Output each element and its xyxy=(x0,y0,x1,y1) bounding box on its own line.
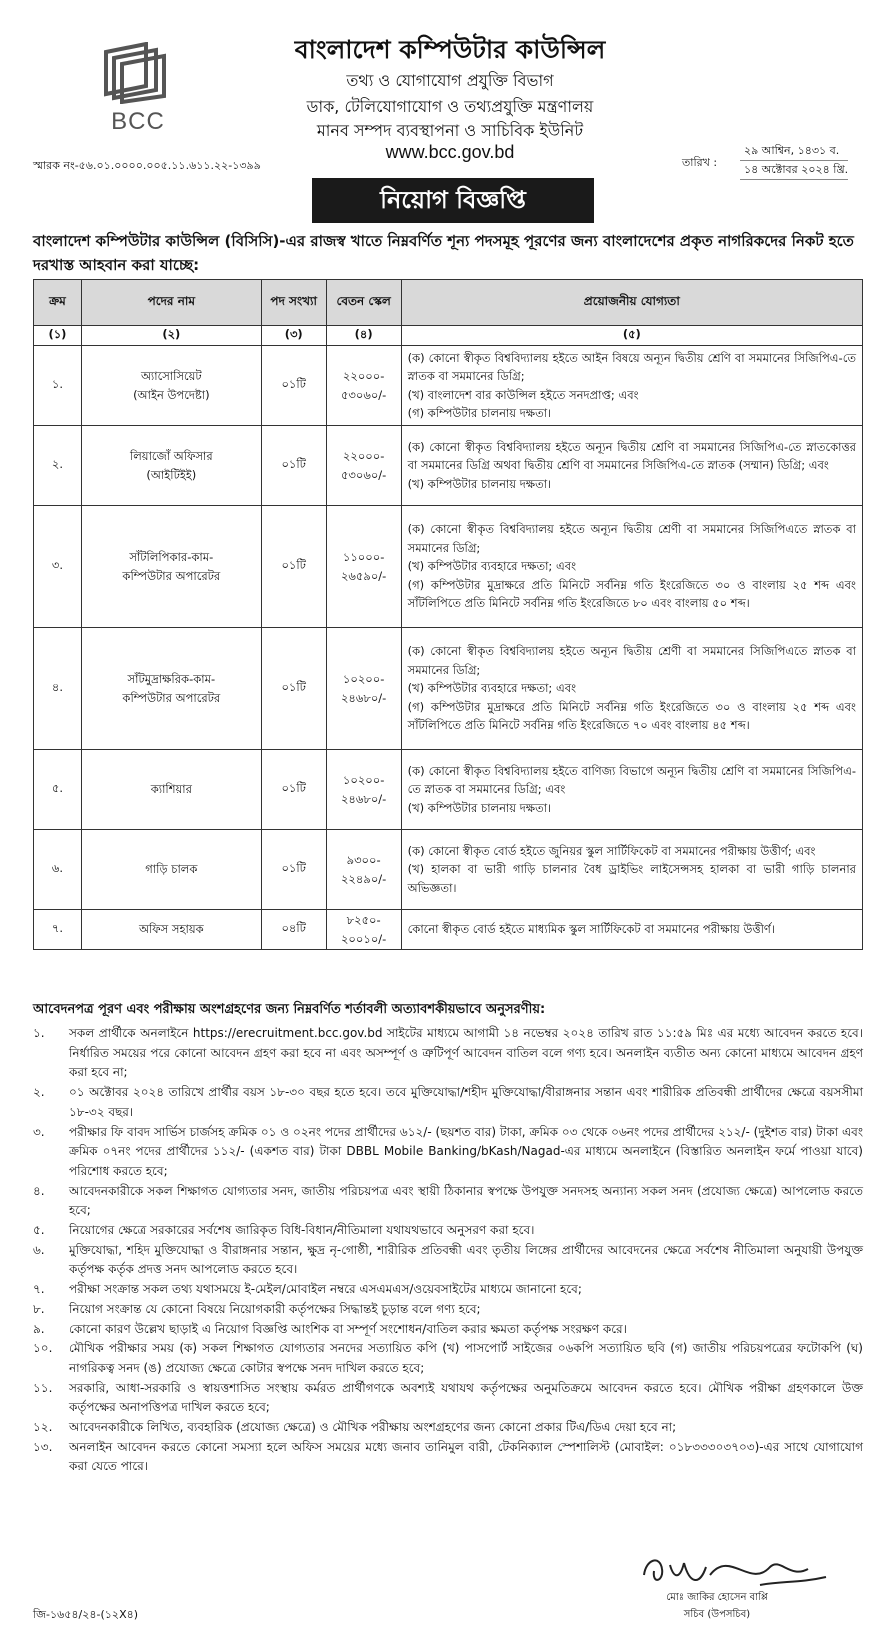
row-pay-scale xyxy=(326,830,401,910)
memo-number: স্মারক নং-৫৬.০১.০০০০.০০৫.১১.৬১১.২২-১৩৯৯ xyxy=(33,159,261,172)
post-name-line: অ্যাসোসিয়েট xyxy=(140,368,202,383)
row-post-count: ০৪টি xyxy=(261,910,326,950)
post-name-line: কম্পিউটার অপারেটর xyxy=(122,568,221,583)
pay-scale-line: ৯৩০০- xyxy=(346,852,381,867)
row-serial: ৭. xyxy=(34,910,82,950)
condition-number: ১৩. xyxy=(33,1439,53,1454)
condition-text: নিয়োগ সংক্রান্ত যে কোনো বিষয়ে নিয়োগকারী কর্তৃপক্ষের সিদ্ধান্তই চূড়ান্ত বলে গণ্য হবে; xyxy=(69,1301,481,1316)
condition-item xyxy=(33,1182,863,1221)
date-label: তারিখ : xyxy=(682,156,718,169)
colnum: (৪) xyxy=(326,326,401,346)
row-qualification xyxy=(401,628,862,750)
qualification-item: কোনো স্বীকৃত বোর্ড হইতে মাধ্যমিক স্কুল সার্টিফিকেট বা সমমানের পরীক্ষায় উত্তীর্ণ। xyxy=(407,922,775,937)
condition-text: আবেদনকারীকে সকল শিক্ষাগত যোগ্যতার সনদ, জাতীয় পরিচয়পত্র এবং স্থায়ী ঠিকানার স্বপক্ষে উপযুক্ত সনদসহ অন্যান্য সকল সনদ (প্রযোজ্য ক্ষেত্রে) আপলোড করতে হবে; xyxy=(69,1183,863,1218)
qualification-item: (গ) কম্পিউটার চালনায় দক্ষতা। xyxy=(407,406,552,420)
qualification-item: (ক) কোনো স্বীকৃত বোর্ড হইতে জুনিয়র স্কুল সার্টিফিকেট বা সমমানের পরীক্ষায় উত্তীর্ণ; এবং xyxy=(407,843,816,858)
row-post-name xyxy=(81,910,261,950)
condition-text: নিয়োগের ক্ষেত্রে সরকারের সর্বশেষ জারিকৃত বিধি-বিধান/নীতিমালা যথাযথভাবে অনুসরণ করা হবে। xyxy=(69,1223,535,1238)
condition-item xyxy=(33,1379,863,1418)
row-pay-scale xyxy=(326,506,401,628)
date-english: ১৪ অক্টোবর ২০২৪ খ্রি. xyxy=(740,161,848,180)
row-post-name xyxy=(81,426,261,506)
pay-scale-line: ২০০১০/- xyxy=(340,931,387,946)
condition-item xyxy=(33,1339,863,1378)
condition-text: সকল প্রার্থীকে অনলাইনে https://erecruitment.bcc.gov.bd সাইটের মাধ্যমে আগামী ১৪ নভেম্বর ২০২৪ তারিখ রাত ১১:৫৯ মিঃ এর মধ্যে আবেদন করতে হবে। নির্ধারিত সময়ের পরে কোনো আবেদন গ্রহণ করা হবে না এবং অসম্পূর্ণ ও ত্রুটিপূর্ণ আবেদন বাতিল বলে গণ্য হবে। অনলাইন ব্যতীত অন্য কোনো মাধ্যমে আবেদন গ্রহণ করা হবে না; xyxy=(69,1026,863,1080)
table-row xyxy=(34,346,863,426)
row-pay-scale xyxy=(326,910,401,950)
qualification-item: (ক) কোনো স্বীকৃত বিশ্ববিদ্যালয় হইতে অন্যূন দ্বিতীয় শ্রেণী বা সমমানের সিজিপিএতে স্নাতক বা সমমানের ডিগ্রি; xyxy=(407,644,856,677)
qualification-item: (ক) কোনো স্বীকৃত বিশ্ববিদ্যালয় হইতে অন্যূন দ্বিতীয় শ্রেণী বা সমমানের সিজিপিএতে স্নাতক বা সমমানের ডিগ্রি; xyxy=(407,522,856,555)
colnum: (৫) xyxy=(401,326,862,346)
row-post-name xyxy=(81,628,261,750)
condition-item xyxy=(33,1418,863,1438)
row-post-count: ০১টি xyxy=(261,346,326,426)
row-post-count: ০১টি xyxy=(261,426,326,506)
date-bangla: ২৯ আশ্বিন, ১৪৩১ ব. xyxy=(740,142,848,161)
row-post-name xyxy=(81,750,261,830)
website-link[interactable]: www.bcc.gov.bd xyxy=(385,142,515,162)
post-name-line: গাড়ি চালক xyxy=(145,862,198,876)
condition-text: অনলাইন আবেদন করতে কোনো সমস্যা হলে অফিস সময়ের মধ্যে জনাব তানিমুল বারী, টেকনিক্যাল স্পেশালিস্ট (মোবাইল: ০১৮৩৩৩০৩৭০৩)-এর সাথে যোগাযোগ করা যেতে পারে। xyxy=(69,1439,863,1474)
pay-scale-line: ২২০০০- xyxy=(342,448,385,463)
condition-item xyxy=(33,1083,863,1122)
pay-scale-line: ২২০০০- xyxy=(342,368,385,383)
row-post-count: ০১টি xyxy=(261,750,326,830)
table-row xyxy=(34,830,863,910)
unit-name: মানব সম্পদ ব্যবস্থাপনা ও সাচিবিক ইউনিট xyxy=(316,121,584,140)
signatory-name: মোঃ জাকির হোসেন বাপ্পি xyxy=(666,1592,768,1603)
qualification-item: (গ) কম্পিউটার মুদ্রাক্ষরে প্রতি মিনিটে সর্বনিম্ন গতি ইংরেজিতে ৩০ ও বাংলায় ২৫ শব্দ এবং সাঁটলিপিতে প্রতি মিনিটে সর্বনিম্ন গতি ইংরেজিতে ৮০ এবং বাংলায় ৫০ শব্দ। xyxy=(407,577,856,611)
division-name: তথ্য ও যোগাযোগ প্রযুক্তি বিভাগ xyxy=(346,71,554,90)
pay-scale-line: ৫৩০৬০/- xyxy=(340,467,387,482)
header-post-name: পদের নাম xyxy=(81,280,261,326)
header-serial: ক্রম xyxy=(34,280,82,326)
condition-number: ৬. xyxy=(33,1242,45,1257)
qualification-item: (ক) কোনো স্বীকৃত বিশ্ববিদ্যালয় হইতে বাণিজ্য বিভাগে অন্যূন দ্বিতীয় শ্রেণি বা সমমানের সিজিপিএ-তে স্নাতক বা সমমানের ডিগ্রি; এবং xyxy=(407,763,856,797)
header-pay-scale: বেতন স্কেল xyxy=(326,280,401,326)
pay-scale-line: ২৪৬৮০/- xyxy=(340,690,387,705)
condition-item xyxy=(33,1438,863,1477)
header-post-count: পদ সংখ্যা xyxy=(261,280,326,326)
post-name-line: কম্পিউটার অপারেটর xyxy=(122,690,221,705)
row-serial: ৩. xyxy=(34,506,82,628)
qualification-item: (গ) কম্পিউটার মুদ্রাক্ষরে প্রতি মিনিটে সর্বনিম্ন গতি ইংরেজিতে ৩০ ও বাংলায় ২৫ শব্দ এবং সাঁটলিপিতে প্রতি মিনিটে সর্বনিম্ন গতি ইংরেজিতে ৭০ এবং বাংলায় ৪৫ শব্দ। xyxy=(407,699,856,733)
condition-item xyxy=(33,1320,863,1340)
condition-number: ৪. xyxy=(33,1183,45,1198)
row-serial: ৪. xyxy=(34,628,82,750)
row-post-count: ০১টি xyxy=(261,506,326,628)
table-row xyxy=(34,506,863,628)
pay-scale-line: ৫৩০৬০/- xyxy=(340,387,387,402)
post-name-line: লিয়াজোঁ অফিসার xyxy=(129,448,213,463)
qualification-item: (খ) কম্পিউটার ব্যবহারে দক্ষতা; এবং xyxy=(407,559,577,574)
table-header-row xyxy=(34,280,863,326)
colnum: (১) xyxy=(34,326,82,346)
row-qualification xyxy=(401,346,862,426)
condition-item xyxy=(33,1241,863,1280)
row-qualification xyxy=(401,750,862,830)
qualification-item: (খ) কম্পিউটার চালনায় দক্ষতা। xyxy=(407,800,552,815)
conditions-list xyxy=(33,1024,863,1477)
condition-item xyxy=(33,1123,863,1182)
row-pay-scale xyxy=(326,346,401,426)
pay-scale-line: ৮২৫০- xyxy=(346,912,381,927)
condition-item xyxy=(33,1280,863,1300)
row-qualification xyxy=(401,910,862,950)
ministry-name: ডাক, টেলিযোগাযোগ ও তথ্যপ্রযুক্তি মন্ত্রণালয় xyxy=(306,97,594,116)
table-row xyxy=(34,426,863,506)
condition-number: ১০. xyxy=(33,1341,53,1356)
signature-mark xyxy=(640,1545,830,1593)
vacancy-table xyxy=(33,279,863,950)
condition-text: পরীক্ষার ফি বাবদ সার্ভিস চার্জসহ ক্রমিক ০১ ও ০২নং পদের প্রার্থীদের ৬১২/- (ছয়শত বার) টাকা, ক্রমিক ০৩ থেকে ০৬নং পদের প্রার্থীদের ২১২/- (দুইশত বার) টাকা এবং ক্রমিক ০৭নং পদের প্রার্থীদের ১১২/- (একশত বার) টাকা DBBL Mobile Banking/bKash/Nagad-এর মাধ্যমে অনলাইনে (বিস্তারিত অনলাইন ফর্মে পাওয়া যাবে) পরিশোধ করতে হবে; xyxy=(69,1124,863,1178)
condition-number: ২. xyxy=(33,1085,45,1100)
row-post-count: ০১টি xyxy=(261,830,326,910)
colnum: (৩) xyxy=(261,326,326,346)
row-serial: ১. xyxy=(34,346,82,426)
condition-text: মুক্তিযোদ্ধা, শহিদ মুক্তিযোদ্ধা ও বীরাঙ্গনার সন্তান, ক্ষুদ্র নৃ-গোষ্ঠী, শারীরিক প্রতিবন্ধী এবং তৃতীয় লিঙ্গের প্রার্থীদের আবেদনের ক্ষেত্রে সর্বশেষ নীতিমালা অনুযায়ী উপযুক্ত কর্তৃপক্ষ কর্তৃক প্রদত্ত সনদ আপলোড করতে হবে। xyxy=(69,1242,863,1277)
monitor-logo-icon xyxy=(98,42,178,104)
row-qualification xyxy=(401,830,862,910)
row-qualification xyxy=(401,426,862,506)
signatory-title: সচিব (উপসচিব) xyxy=(683,1609,751,1620)
qualification-item: (ক) কোনো স্বীকৃত বিশ্ববিদ্যালয় হইতে আইন বিষয়ে অন্যূন দ্বিতীয় শ্রেণি বা সমমানের সিজিপিএ-তে স্নাতক বা সমমানের ডিগ্রি; xyxy=(407,350,856,383)
table-row xyxy=(34,628,863,750)
condition-number: ১২. xyxy=(33,1420,53,1435)
qualification-item: (খ) হালকা বা ভারী গাড়ি চালনার বৈধ ড্রাইভিং লাইসেন্সসহ হালকা বা ভারী গাড়ি চালনার অভিজ্ঞতা। xyxy=(407,862,856,895)
condition-text: আবেদনকারীকে লিখিত, ব্যবহারিক (প্রযোজ্য ক্ষেত্রে) ও মৌখিক পরীক্ষায় অংশগ্রহণের জন্য কোনো প্রকার টিএ/ডিএ দেয়া হবে না; xyxy=(69,1420,677,1435)
post-name-line: অফিস সহায়ক xyxy=(138,922,204,936)
condition-number: ১. xyxy=(33,1026,45,1040)
row-serial: ২. xyxy=(34,426,82,506)
notice-title-banner: নিয়োগ বিজ্ঞপ্তি xyxy=(312,178,594,223)
pay-scale-line: ২৪৬৮০/- xyxy=(340,791,387,806)
qualification-item: (খ) কম্পিউটার চালনায় দক্ষতা। xyxy=(407,476,552,491)
intro-paragraph: বাংলাদেশ কম্পিউটার কাউন্সিল (বিসিসি)-এর রাজস্ব খাতে নিম্নবর্ণিত শূন্য পদসমূহ পূরণের জন্য বাংলাদেশের প্রকৃত নাগরিকদের নিকট হতে দরখাস্ত আহবান করা যাচ্ছে: xyxy=(33,232,854,274)
row-post-name xyxy=(81,506,261,628)
org-name: বাংলাদেশ কম্পিউটার কাউন্সিল xyxy=(294,35,606,64)
pay-scale-line: ১০২০০- xyxy=(342,772,385,787)
row-post-count: ০১টি xyxy=(261,628,326,750)
condition-text: মৌখিক পরীক্ষার সময় (ক) সকল শিক্ষাগত যোগ্যতার সনদের সত্যায়িত কপি (খ) পাসপোর্ট সাইজের ০৬কপি সত্যায়িত ছবি (গ) জাতীয় পরিচয়পত্রের ফটোকপি (ঘ) নাগরিকত্ব সনদ (ঙ) প্রযোজ্য ক্ষেত্রে কোটার স্বপক্ষে সনদ দাখিল করতে হবে; xyxy=(69,1341,863,1375)
post-name-line: (আইটিইই) xyxy=(146,467,197,482)
row-pay-scale xyxy=(326,628,401,750)
row-post-name xyxy=(81,830,261,910)
row-qualification xyxy=(401,506,862,628)
row-serial: ৬. xyxy=(34,830,82,910)
qualification-item: (খ) বাংলাদেশ বার কাউন্সিল হইতে সনদপ্রাপ্ত; এবং xyxy=(407,387,639,402)
condition-item xyxy=(33,1024,863,1083)
bcc-logo xyxy=(98,42,178,142)
qualification-item: (খ) কম্পিউটার ব্যবহারে দক্ষতা; এবং xyxy=(407,681,577,696)
footer-code: জি-১৬৫৪/২৪-(১২X৪) xyxy=(33,1608,139,1621)
condition-text: সরকারি, আধা-সরকারি ও স্বায়ত্তশাসিত সংস্থায় কর্মরত প্রার্থীগণকে অবশ্যই যথাযথ কর্তৃপক্ষের অনুমতিক্রমে আবেদন করতে হবে। মৌখিক পরীক্ষা গ্রহণকালে উক্ত কর্তৃপক্ষের অনাপত্তিপত্র দাখিল করতে হবে; xyxy=(69,1380,863,1415)
table-colnum-row xyxy=(34,326,863,346)
post-name-line: ক্যাশিয়ার xyxy=(150,782,192,796)
condition-number: ৭. xyxy=(33,1282,45,1297)
post-name-line: সাঁটলিপিকার-কাম- xyxy=(129,549,214,564)
pay-scale-line: ১০২০০- xyxy=(342,671,385,686)
condition-number: ৫. xyxy=(33,1223,45,1238)
condition-text: পরীক্ষা সংক্রান্ত সকল তথ্য যথাসময়ে ই-মেইল/মোবাইল নম্বরে এসএমএস/ওয়েবসাইটের মাধ্যমে জানানো হবে; xyxy=(69,1282,582,1297)
condition-text: কোনো কারণ উল্লেখ ছাড়াই এ নিয়োগ বিজ্ঞপ্তি আংশিক বা সম্পূর্ণ সংশোধন/বাতিল করার ক্ষমতা কর্তৃপক্ষ সংরক্ষণ করে। xyxy=(69,1321,627,1336)
colnum: (২) xyxy=(81,326,261,346)
pay-scale-line: ২২৪৯০/- xyxy=(340,871,387,886)
table-body xyxy=(34,346,863,950)
condition-number: ৯. xyxy=(33,1321,45,1336)
condition-item xyxy=(33,1300,863,1320)
logo-text: BCC xyxy=(111,108,165,135)
condition-number: ১১. xyxy=(33,1380,53,1395)
condition-number: ৩. xyxy=(33,1124,45,1139)
conditions-title: আবেদনপত্র পূরণ এবং পরীক্ষায় অংশগ্রহণের জন্য নিম্নবর্ণিত শর্তাবলী অত্যাবশকীয়ভাবে অনুসরণীয়: xyxy=(33,1002,546,1017)
qualification-item: (ক) কোনো স্বীকৃত বিশ্ববিদ্যালয় হইতে অন্যূন দ্বিতীয় শ্রেণি বা সমমানের সিজিপিএ-তে স্নাতকোত্তর বা সমমানের ডিগ্রি অথবা দ্বিতীয় শ্রেণি বা সমমানের সিজিপিএ-তে স্নাতক (সম্মান) ডিগ্রি; এবং xyxy=(407,439,856,473)
row-post-name xyxy=(81,346,261,426)
date-values xyxy=(740,142,848,180)
post-name-line: সাঁটমুদ্রাক্ষরিক-কাম- xyxy=(127,671,216,686)
condition-item xyxy=(33,1221,863,1241)
pay-scale-line: ২৬৫৯০/- xyxy=(340,568,387,583)
condition-text: ০১ অক্টোবর ২০২৪ তারিখে প্রার্থীর বয়স ১৮-৩০ বছর হতে হবে। তবে মুক্তিযোদ্ধা/শহীদ মুক্তিযোদ্ধা/বীরাঙ্গনার সন্তান এবং শারীরিক প্রতিবন্ধী প্রার্থীদের ক্ষেত্রে বয়সসীমা ১৮-৩২ বছর। xyxy=(69,1085,863,1119)
condition-number: ৮. xyxy=(33,1301,45,1316)
post-name-line: (আইন উপদেষ্টা) xyxy=(133,387,210,402)
table-row xyxy=(34,910,863,950)
table-row xyxy=(34,750,863,830)
row-serial: ৫. xyxy=(34,750,82,830)
pay-scale-line: ১১০০০- xyxy=(342,549,385,564)
row-pay-scale xyxy=(326,750,401,830)
row-pay-scale xyxy=(326,426,401,506)
header-qualification: প্রয়োজনীয় যোগ্যতা xyxy=(401,280,862,326)
